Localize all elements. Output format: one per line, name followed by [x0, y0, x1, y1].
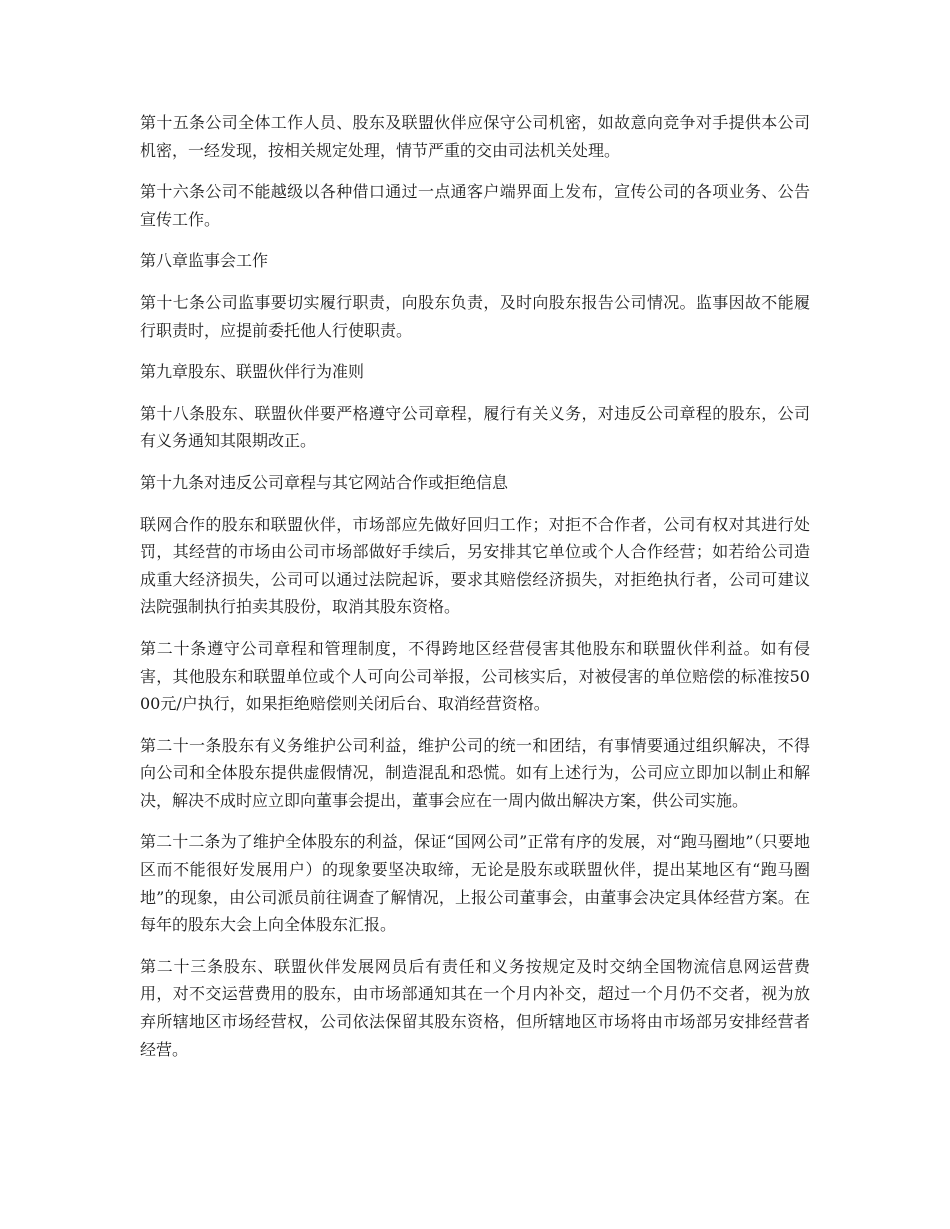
chapter-8-heading: 第八章监事会工作 [140, 251, 269, 271]
chapter-9-heading: 第九章股东、联盟伙伴行为准则 [140, 362, 365, 382]
article-20-paragraph: 第二十条遵守公司章程和管理制度，不得跨地区经营侵害其他股东和联盟伙伴利益。如有侵害，其他股东和联盟单位或个人可向公司举报，公司核实后，对被侵害的单位赔偿的标准按5000元/户执行，如果拒绝赔偿则关闭后台、取消经营资格。 [140, 638, 810, 714]
article-23-paragraph: 第二十三条股东、联盟伙伴发展网员后有责任和义务按规定及时交纳全国物流信息网运营费用，对不交运营费用的股东，由市场部通知其在一个月内补交，超过一个月仍不交者，视为放弃所辖地区市场经营权，公司依法保留其股东资格，但所辖地区市场将由市场部另安排经营者经营。 [140, 956, 810, 1059]
article-17-paragraph: 第十七条公司监事要切实履行职责，向股东负责，及时向股东报告公司情况。监事因故不能履行职责时，应提前委托他人行使职责。 [140, 292, 810, 340]
article-18-paragraph: 第十八条股东、联盟伙伴要严格遵守公司章程，履行有关义务，对违反公司章程的股东，公司有义务通知其限期改正。 [140, 403, 810, 451]
article-21-paragraph: 第二十一条股东有义务维护公司利益，维护公司的统一和团结，有事情要通过组织解决，不得向公司和全体股东提供虚假情况，制造混乱和恐慌。如有上述行为，公司应立即加以制止和解决，解决不成时应立即向董事会提出，董事会应在一周内做出解决方案，供公司实施。 [140, 735, 810, 810]
article-22-paragraph: 第二十二条为了维护全体股东的利益，保证“国网公司”正常有序的发展，对“跑马圈地”（只要地区而不能很好发展用户）的现象要坚决取缔，无论是股东或联盟伙伴，提出某地区有“跑马圈地”的现象，由公司派员前往调查了解情况，上报公司董事会，由董事会决定具体经营方案。在每年的股东大会上向全体股东汇报。 [140, 832, 810, 935]
article-19-continuation-paragraph: 联网合作的股东和联盟伙伴，市场部应先做好回归工作；对拒不合作者，公司有权对其进行处罚，其经营的市场由公司市场部做好手续后，另安排其它单位或个人合作经营；如若给公司造成重大经济损失，公司可以通过法院起诉，要求其赔偿经济损失，对拒绝执行者，公司可建议法院强制执行拍卖其股份，取消其股东资格。 [140, 514, 810, 617]
article-19-paragraph: 第十九条对违反公司章程与其它网站合作或拒绝信息 [140, 472, 509, 492]
document-page [140, 109, 810, 1077]
article-15-paragraph: 第十五条公司全体工作人员、股东及联盟伙伴应保守公司机密，如故意向竞争对手提供本公司机密，一经发现，按相关规定处理，情节严重的交由司法机关处理。 [140, 113, 810, 160]
article-16-paragraph: 第十六条公司不能越级以各种借口通过一点通客户端界面上发布，宣传公司的各项业务、公告宣传工作。 [140, 182, 810, 229]
